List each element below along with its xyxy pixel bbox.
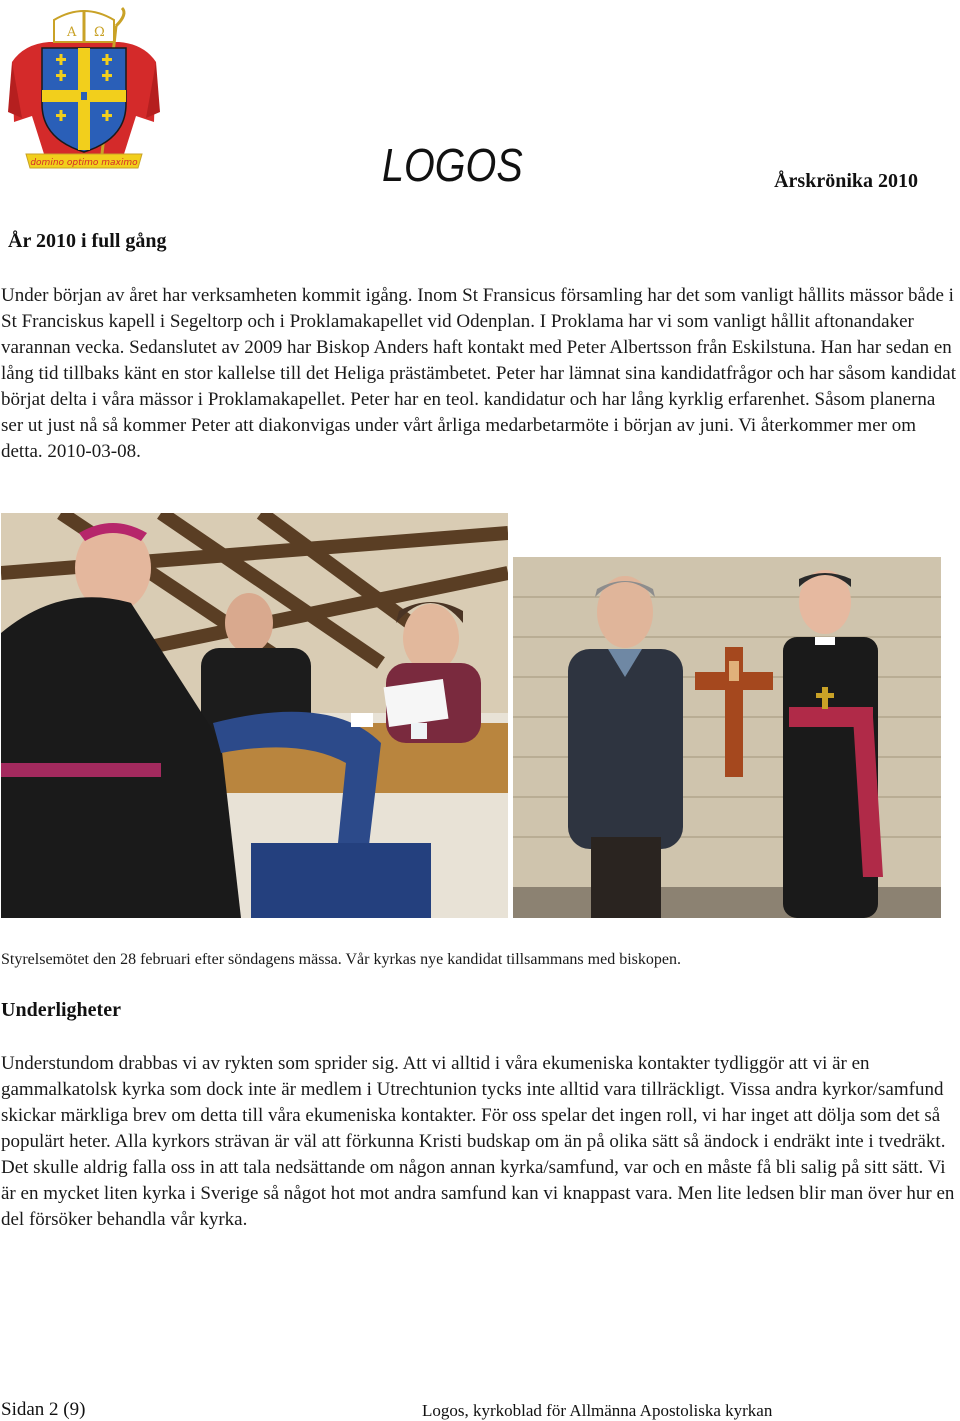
section-body-year-2010: Under början av året har verksamheten kommit igång. Inom St Fransicus församling har det som vanligt hållits mässor både i St Franciskus kapell i Segeltorp och i Proklamakapellet vid Odenplan. I Proklama har vi som vanligt hållit aftonandaker varannan vecka. Sedanslutet av 2009 har Biskop Anders haft kontakt med Peter Albertsson från Eskilstuna. Han har sedan en lång tid tillbaks känt en stor kallelse till det Heliga prästämbetet. Peter har lämnat sina kandidatfrågor och har såsom kandidat börjat delta i våra mässor i Proklamakapellet. Peter har en teol. kandidatur och har lång kyrklig erfarenhet. Såsom planerna ser ut just nå så kommer Peter att diakonvigas under vårt årliga medarbetarmöte i början av juni. Vi återkommer mer om detta. 2010-03-08. [1, 285, 956, 462]
photo-board-meeting [1, 513, 508, 918]
logo-motto: domino optimo maximo [30, 158, 138, 168]
photo-candidate-with-bishop [513, 557, 941, 918]
publication-title: LOGOS [382, 139, 523, 191]
section-heading-underligheter: Underligheter [1, 999, 121, 1021]
church-coat-of-arms-logo [4, 4, 164, 189]
section-heading-year-2010: År 2010 i full gång [8, 230, 167, 252]
section-body-underligheter: Understundom drabbas vi av rykten som sprider sig. Att vi alltid i våra ekumeniska kontakter tydliggör att vi är en gammalkatolsk kyrka som dock inte är medlem i Utrechtunion tycks inte alltid vara tillräckligt. Vissa andra kyrkor/samfund skickar märkliga brev om detta till våra ekumeniska kontakter. För oss spelar det ingen roll, vi har inget att dölja som det så populärt heter. Alla kyrkors strävan är väl att förkunna Kristi budskap om än på olika sätt så ändock i endräkt inte i tvedräkt. Det skulle aldrig falla oss in att tala nedsättande om någon annan kyrka/samfund, var och en måste få bli salig på sitt sätt. Vi är en mycket liten kyrka i Sverige så något hot mot andra samfund kan vi knappast vara. Men lite ledsen blir man över hur en del försöker behandla vår kyrka. [1, 1053, 955, 1230]
photo-caption: Styrelsemötet den 28 februari efter söndagens mässa. Vår kyrkas nye kandidat tillsammans med biskopen. [1, 951, 681, 968]
logo-alpha: A [67, 25, 77, 40]
logo-omega: Ω [94, 25, 105, 40]
footer-page-number: Sidan 2 (9) [1, 1399, 86, 1420]
coat-of-arms-icon [4, 4, 164, 189]
publication-subtitle: Årskrönika 2010 [774, 170, 918, 192]
footer-publication-name: Logos, kyrkoblad för Allmänna Apostoliska kyrkan [422, 1401, 773, 1420]
